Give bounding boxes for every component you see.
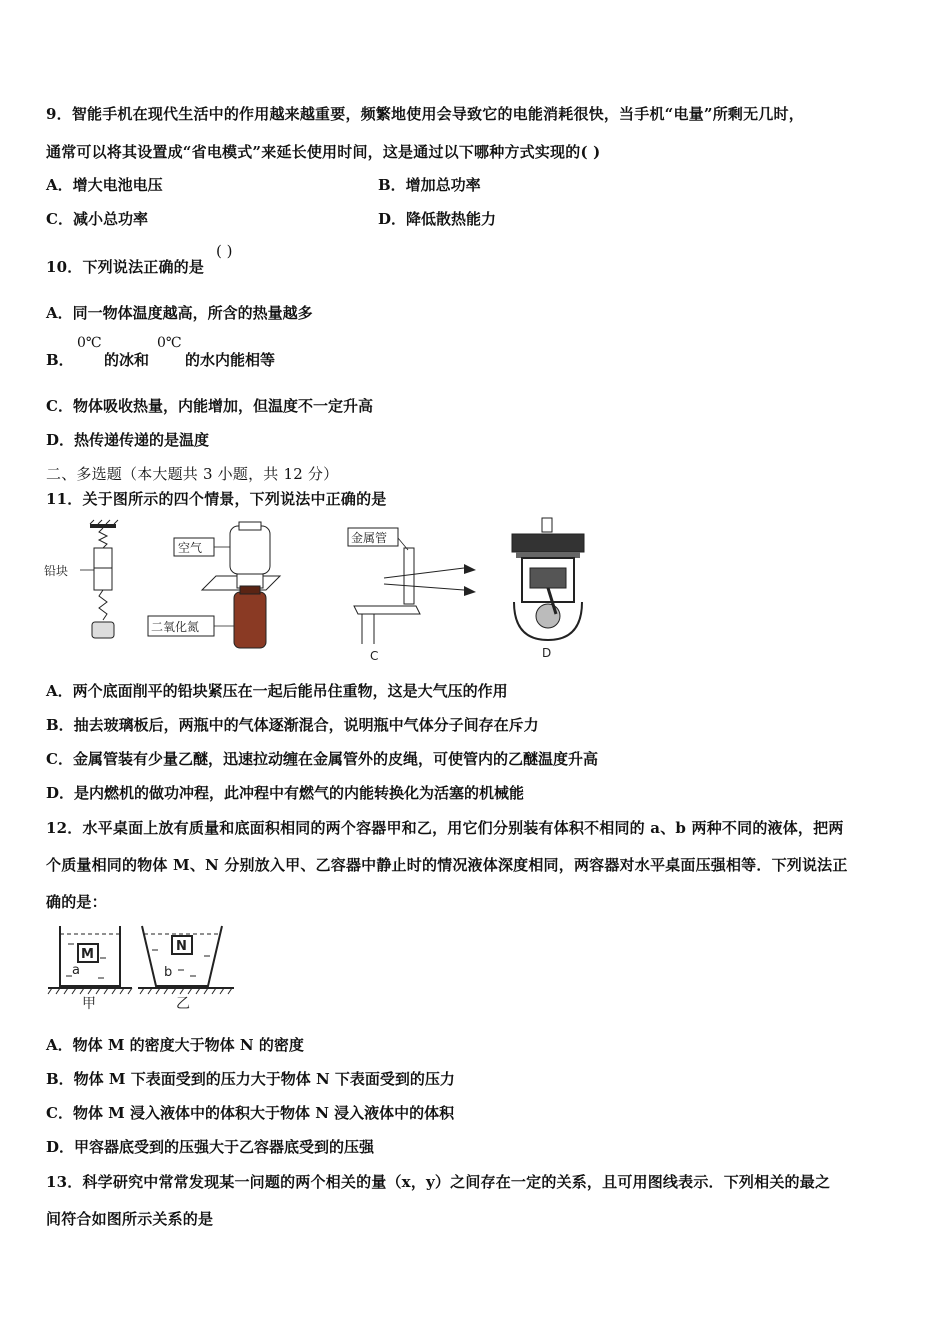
label-figure-d: D [542,646,552,660]
container-jia [60,926,120,986]
label-nitrogen-dioxide: 二氧化氮 [151,620,200,634]
section-heading-multiple-choice: 二、多选题（本大题共 3 小题，共 12 分） [46,465,339,483]
q11-stem: 11．关于图所示的四个情景，下列说法中正确的是 [46,490,387,508]
q9-option-c: C．减小总功率 [46,210,148,228]
q12-stem-line2: 个质量相同的物体 M、N 分别放入甲、乙容器中静止时的情况液体深度相同，两容器对水平桌面压强相等．下列说法正 [46,856,848,874]
q12-containers-figure [44,920,244,1012]
label-figure-c: C [370,649,379,663]
label-metal-tube: 金属管 [351,531,388,545]
q10-option-a: A．同一物体温度越高，所含的热量越多 [46,304,313,322]
q10-option-b-mid: 的冰和 [104,351,150,369]
q9-option-a: A．增大电池电压 [46,176,163,194]
q12-option-a: A．物体 M 的密度大于物体 N 的密度 [46,1036,304,1054]
q12-stem-line3: 确的是： [46,893,107,911]
q12-option-b: B．物体 M 下表面受到的压力大于物体 N 下表面受到的压力 [46,1070,455,1088]
q11-option-b: B．抽去玻璃板后，两瓶中的气体逐渐混合，说明瓶中气体分子间存在斥力 [46,716,539,734]
q13-stem-line1: 13．科学研究中常常发现某一问题的两个相关的量（x，y）之间存在一定的关系，且可用图线表示．下列相关的最之 [46,1173,831,1191]
label-object-m: M [81,947,94,962]
figure-b-gas-bottles [148,522,280,648]
q9-option-b: B．增加总功率 [378,176,481,194]
q11-option-c: C．金属管装有少量乙醚，迅速拉动缠在金属管外的皮绳，可使管内的乙醚温度升高 [46,750,598,768]
q9-stem-line1: 9．智能手机在现代生活中的作用越来越重要，频繁地使用会导致它的电能消耗很快，当手机“电量”所剩无几时， [46,105,804,123]
q10-option-b-suffix: 的水内能相等 [185,351,276,369]
label-container-jia: 甲 [82,996,96,1012]
container-yi [142,926,222,986]
q10-answer-paren: ( ) [216,242,233,260]
figure-a-lead-blocks [44,520,118,638]
q9-stem-line2: 通常可以将其设置成“省电模式”来延长使用时间，这是通过以下哪种方式实现的( ) [46,143,601,161]
label-object-n: N [176,939,187,954]
label-liquid-b: b [164,965,173,980]
q10-option-b-temp2: 0℃ [157,335,182,351]
label-air: 空气 [178,541,203,555]
figure-d-engine [504,516,594,662]
q10-stem: 10．下列说法正确的是 [46,258,205,276]
q9-option-d: D．降低散热能力 [378,210,497,228]
q11-figures-abc [44,518,484,664]
q13-stem-line2: 间符合如图所示关系的是 [46,1210,214,1228]
q10-option-b-temp1: 0℃ [77,335,102,351]
q12-option-c: C．物体 M 浸入液体中的体积大于物体 N 浸入液体中的体积 [46,1104,455,1122]
label-container-yi: 乙 [176,996,190,1012]
q10-option-c: C．物体吸收热量，内能增加，但温度不一定升高 [46,397,373,415]
label-liquid-a: a [72,963,80,978]
q10-option-d: D．热传递传递的是温度 [46,431,210,449]
q12-option-d: D．甲容器底受到的压强大于乙容器底受到的压强 [46,1138,375,1156]
q11-option-d: D．是内燃机的做功冲程，此冲程中有燃气的内能转换化为活塞的机械能 [46,784,525,802]
label-lead-block: 铅块 [44,564,69,578]
q10-option-b-prefix: B． [46,351,74,369]
figure-c-metal-tube [348,528,476,663]
q12-stem-line1: 12．水平桌面上放有质量和底面积相同的两个容器甲和乙，用它们分别装有体积不相同的 a、b 两种不同的液体，把两 [46,819,844,837]
q11-option-a: A．两个底面削平的铅块紧压在一起后能吊住重物，这是大气压的作用 [46,682,508,700]
